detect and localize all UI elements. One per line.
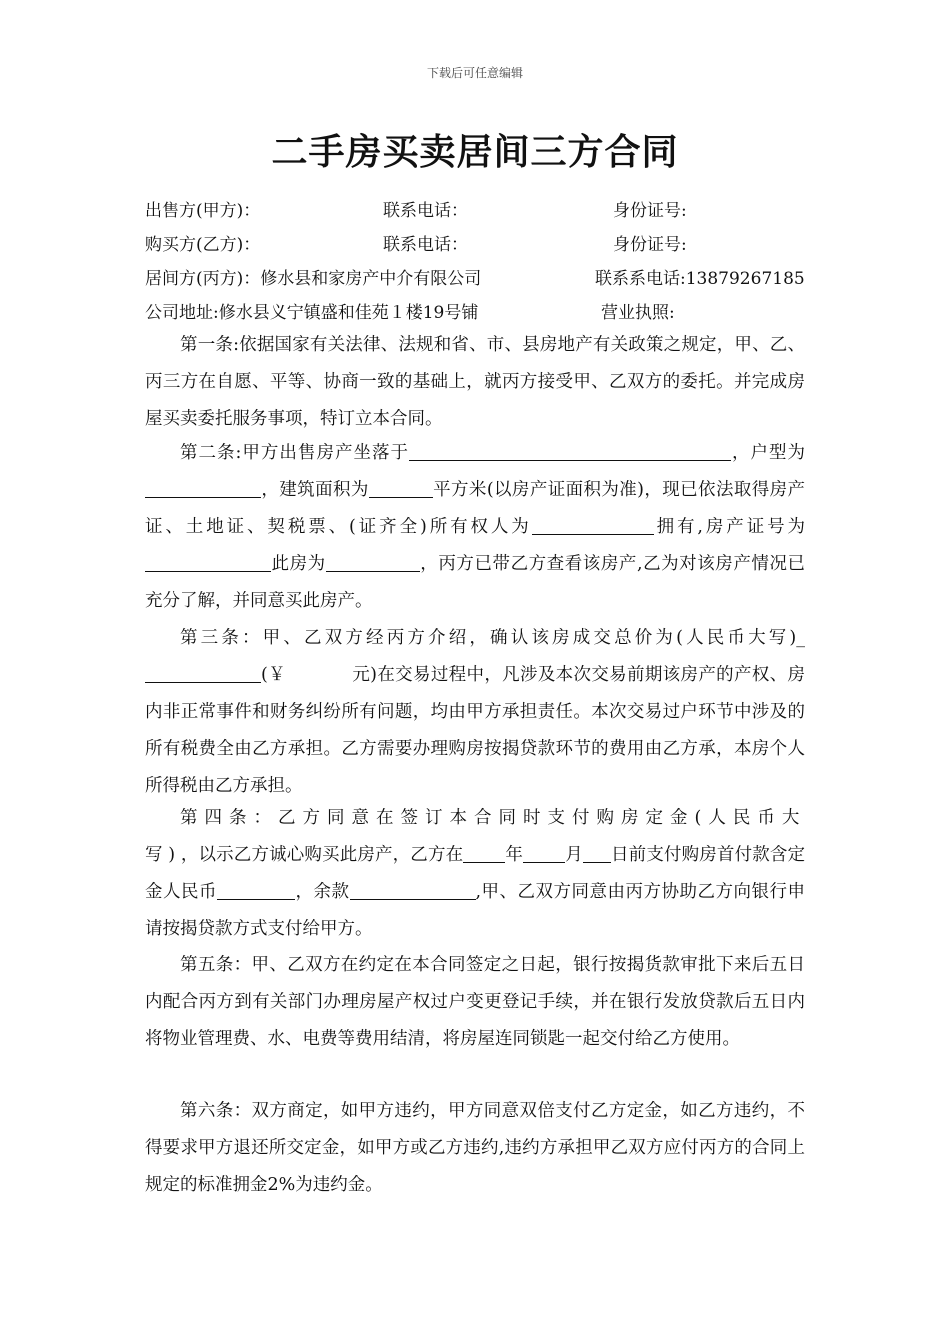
article-5: 第五条：甲、乙双方在约定在本合同签定之日起，银行按揭货款审批下来后五日内配合丙方到有关部门办理房屋产权过户变更登记手续，并在银行发放贷款后五日内将物业管理费、水、电费等费用结清，将房屋连同锁匙一起交付给乙方使用。 [145,955,805,1049]
article-4-text-1: 第四条：乙方同意在签订本合同时支付购房定金(人民币大写) [145,808,805,865]
layout-blank [145,479,261,498]
business-license-label: 营业执照: [601,303,675,323]
total-price-words-blank [145,664,261,683]
article-4-text-2: ，以示乙方诚心购买此房产，乙方在 [180,845,464,865]
month-blank [523,844,565,863]
document-title: 二手房买卖居间三方合同 [271,131,679,173]
article-2-text-4: 平方米(以房产证面积为准)，现已依法取得房产证、土地证、契税票、(证齐全)所有权人为 [145,480,806,537]
article-3-text-2: (￥ [261,665,286,685]
year-blank [463,844,505,863]
article-2-text-6: 此房为 [271,554,326,574]
article-4-text-5: ,甲、乙双方同意由丙方协助乙方向银行申请按揭贷款方式支付给甲方。 [145,882,806,939]
article-2-text-2: ，户型为 [730,443,805,463]
agent-label: 居间方(丙方)：修水县和家房产中介有限公司 [145,269,482,289]
article-2-text-7: ，丙方已带乙方查看该房产,乙为对该房产情况已充分了解，并同意买此房产。 [145,554,806,611]
buyer-label: 购买方(乙方)： [145,235,261,255]
article-4 [145,800,805,948]
article-3-text-1: 第三条：甲、乙双方经丙方介绍，确认该房成交总价为(人民币大写)_ [180,628,805,648]
buyer-phone-label: 联系电话： [383,235,468,255]
day-blank [583,844,611,863]
article-3-text-3: 元)在交易过程中，凡涉及本次交易前期该房产的产权、房内非正常事件和财务纠纷所有问题，均由甲方承担责任。本次交易过户环节中涉及的所有税费全由乙方承担。乙方需要办理购房按揭贷款环节的费用由乙方承，本房个人所得税由乙方承担。 [145,665,806,796]
seller-label: 出售方(甲方)： [145,201,261,221]
seller-phone-label: 联系电话： [383,201,468,221]
down-payment-blank [217,881,295,900]
certificate-number-blank [145,553,271,572]
company-address: 公司地址:修水县义宁镇盛和佳苑１楼19号铺 [145,303,479,323]
article-4-year: 年 [505,845,524,865]
owner-blank [532,516,654,535]
article-2-text-5: 拥有,房产证号为 [653,517,806,537]
article-1: 第一条:依据国家有关法律、法规和省、市、县房地产有关政策之规定，甲、乙、丙三方在自愿、平等、协商一致的基础上，就丙方接受甲、乙双方的委托。并完成房屋买卖委托服务事项，特订立本合同。 [145,335,805,429]
header-note: 下载后可任意编辑 [426,66,523,80]
balance-blank [350,881,476,900]
article-2 [145,435,805,620]
article-4-month: 月 [565,845,583,865]
article-3 [145,620,805,805]
agent-phone: 联系系电话:13879267185 [595,269,805,289]
area-blank [369,479,433,498]
location-blank [409,442,731,461]
article-4-text-4: ，余款 [295,882,350,902]
seller-id-label: 身份证号: [613,201,687,221]
article-6: 第六条：双方商定，如甲方违约，甲方同意双倍支付乙方定金，如乙方违约，不得要求甲方退还所交定金，如甲方或乙方违约,违约方承担甲乙双方应付丙方的合同上规定的标准拥金2%为违约金。 [145,1101,805,1195]
article-4-text-3: 日前支付购房首付款含定金人民币 [145,845,806,902]
property-type-blank [326,553,420,572]
article-2-text-3: ，建筑面积为 [261,480,369,500]
article-2-text-1: 第二条:甲方出售房产坐落于 [180,443,409,463]
buyer-id-label: 身份证号: [613,235,687,255]
